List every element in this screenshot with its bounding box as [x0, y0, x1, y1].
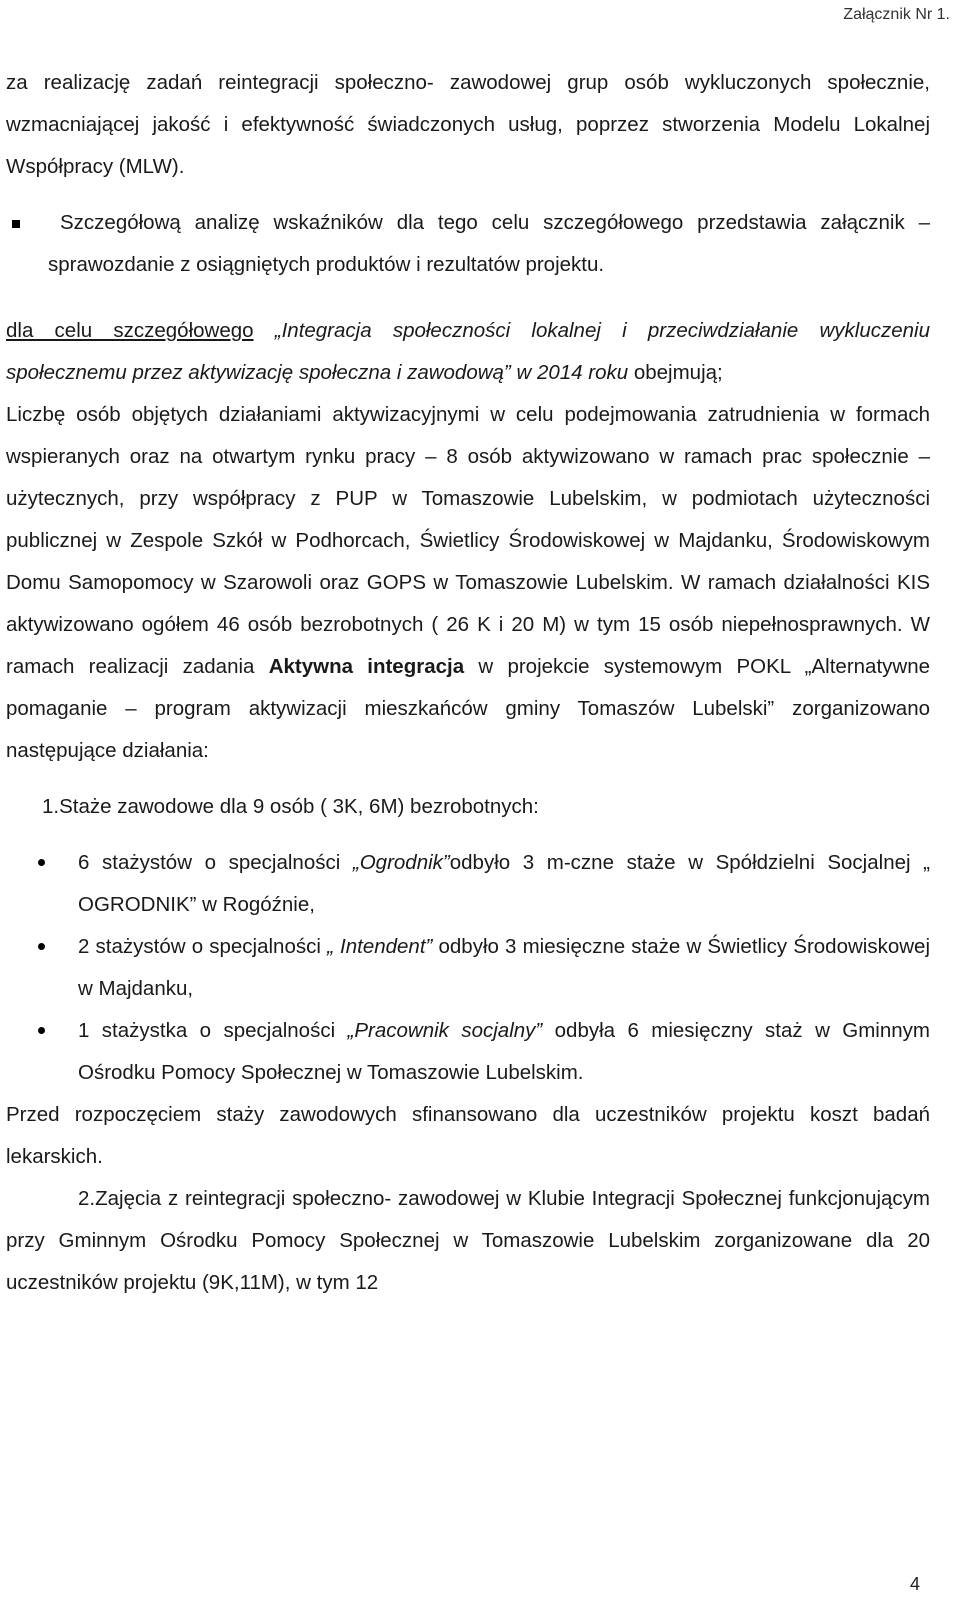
list-item-post: odbyło 3 m-czne staże w Spółdzielni Socjalnej „ OGRODNIK” w Rogóźnie, — [78, 851, 930, 916]
goal-underlined: dla celu szczegółowego — [6, 319, 254, 342]
bullet-dot-icon — [38, 859, 45, 866]
list-item-pre: 2 stażystów o specjalności — [78, 935, 328, 958]
list-item — [6, 1010, 930, 1094]
section-2-paragraph: 2.Zajęcia z reintegracji społeczno- zawodowej w Klubie Integracji Społecznej funkcjonującym przy Gminnym Ośrodku Pomocy Społecznej w Tomaszowie Lubelskim zorganizowane dla 20 uczestników projektu (9K,11M), w tym 12 — [6, 1187, 930, 1294]
square-bullet-item — [6, 202, 930, 286]
bullet-dot-icon — [38, 943, 45, 950]
bullet-dot-icon — [38, 1027, 45, 1034]
activity-paragraph — [6, 394, 930, 772]
page-number: 4 — [909, 1574, 920, 1594]
activity-text-before: Liczbę osób objętych działaniami aktywizacyjnymi w celu podejmowania zatrudnienia w formach wspieranych oraz na otwartym rynku pracy – 8 osób aktywizowano w ramach prac społecznie – użytecznych, przy współpracy z PUP w Tomaszowie Lubelskim, w podmiotach użyteczności publicznej w Zespole Szkół w Podhorcach, Świetlicy Środowiskowej w Majdanku, Środowiskowym Domu Samopomocy w Szarowoli oraz GOPS w Tomaszowie Lubelskim. W ramach działalności KIS aktywizowano ogółem 46 osób bezrobotnych ( 26 K i 20 M) w tym 15 osób niepełnosprawnych. W ramach realizacji zadania — [6, 403, 930, 678]
attachment-header: Załącznik Nr 1. — [843, 6, 950, 23]
list-item-italic: „Ogrodnik” — [352, 851, 450, 874]
section-1-title: 1.Staże zawodowe dla 9 osób ( 3K, 6M) bezrobotnych: — [42, 795, 539, 818]
list-item-pre: 6 stażystów o specjalności — [78, 851, 353, 874]
goal-italic: „Integracja społeczności lokalnej i przeciwdziałanie wykluczeniu społecznemu przez aktywizację społeczna i zawodową” w 2014 roku — [6, 319, 930, 384]
goal-tail: obejmują; — [633, 361, 723, 384]
activity-text-after: w projekcie systemowym POKL „Alternatywne pomaganie – program aktywizacji mieszkańców gminy Tomaszów Lubelski” zorganizowano następujące działania: — [6, 655, 930, 762]
square-bullet-icon — [12, 220, 20, 228]
list-item — [6, 926, 930, 1010]
square-bullet-text: Szczegółową analizę wskaźników dla tego celu szczegółowego przedstawia załącznik – sprawozdanie z osiągniętych produktów i rezultatów projektu. — [48, 211, 930, 276]
document-body — [6, 62, 930, 1304]
medical-paragraph: Przed rozpoczęciem staży zawodowych sfinansowano dla uczestników projektu koszt badań lekarskich. — [6, 1103, 930, 1168]
list-item — [6, 842, 930, 926]
list-item-italic: „ Intendent” — [327, 935, 433, 958]
list-item-italic: „Pracownik socjalny” — [347, 1019, 543, 1042]
list-item-pre: 1 stażystka o specjalności — [78, 1019, 348, 1042]
internship-list — [6, 842, 930, 1094]
list-item-post: odbyło 3 miesięczne staże w Świetlicy Środowiskowej w Majdanku, — [78, 935, 930, 1000]
intro-paragraph: za realizację zadań reintegracji społeczno- zawodowej grup osób wykluczonych społecznie, wzmacniającej jakość i efektywność świadczonych usług, poprzez stworzenia Modelu Lokalnej Współpracy (MLW). — [6, 71, 930, 178]
activity-bold: Aktywna integracja — [268, 655, 465, 678]
goal-paragraph — [6, 310, 930, 394]
list-item-post: odbyła 6 miesięczny staż w Gminnym Ośrodku Pomocy Społecznej w Tomaszowie Lubelskim. — [78, 1019, 930, 1084]
